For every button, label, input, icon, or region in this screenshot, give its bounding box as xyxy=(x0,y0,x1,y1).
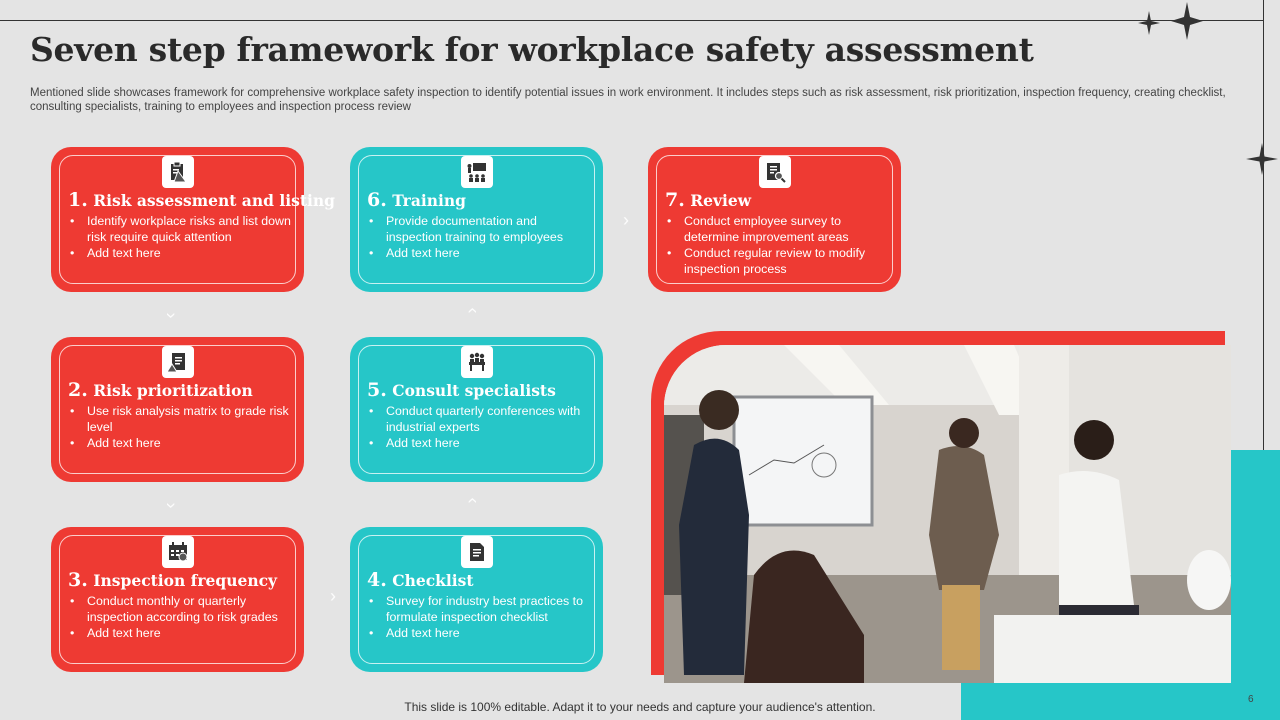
step-card-6 xyxy=(350,147,603,292)
calendar-icon xyxy=(162,536,194,568)
step-bullets xyxy=(69,403,294,451)
step-card-5 xyxy=(350,337,603,482)
page-subtitle: Mentioned slide showcases framework for comprehensive workplace safety inspection to identify potential issues in work environment. It includes steps such as risk assessment, risk prioritization, inspection frequency, creating checklist, consulting specialists, training to employees and inspection process review xyxy=(30,87,1226,113)
step-card-4 xyxy=(350,527,603,672)
bullet-item: • Add text here xyxy=(69,435,294,451)
sparkle-stars-icon xyxy=(1135,2,1207,42)
chevron-up-icon: › xyxy=(461,307,482,314)
step-heading: 5. Consult specialists xyxy=(367,379,556,401)
clipboard-warning-icon xyxy=(162,156,194,188)
step-heading: 3. Inspection frequency xyxy=(68,569,278,591)
step-heading: 6. Training xyxy=(367,189,467,211)
training-presentation-icon xyxy=(461,156,493,188)
chevron-right-icon: › xyxy=(623,210,629,230)
bullet-item: • Add text here xyxy=(368,435,593,451)
meeting-photo xyxy=(664,345,1231,683)
bullet-item: • Survey for industry best practices to formulate inspection checklist xyxy=(368,593,593,625)
chevron-down-icon: › xyxy=(161,312,182,319)
checklist-icon xyxy=(461,536,493,568)
step-bullets xyxy=(368,403,593,451)
bullet-item: • Use risk analysis matrix to grade risk level xyxy=(69,403,294,435)
top-rule xyxy=(0,20,1264,21)
sparkle-star-icon xyxy=(1246,143,1280,177)
bullet-item: • Add text here xyxy=(69,625,294,641)
step-bullets xyxy=(368,213,593,261)
page-title: Seven step framework for workplace safety assessment xyxy=(30,30,1034,69)
bullet-item: • Conduct employee survey to determine improvement areas xyxy=(666,213,891,245)
bullet-item: • Conduct monthly or quarterly inspection according to risk grades xyxy=(69,593,294,625)
bullet-item: • Identify workplace risks and list down risk require quick attention xyxy=(69,213,294,245)
bullet-item: • Add text here xyxy=(368,245,593,261)
step-heading: 2. Risk prioritization xyxy=(68,379,253,401)
chevron-down-icon: › xyxy=(161,502,182,509)
risk-document-icon xyxy=(162,346,194,378)
step-card-2 xyxy=(51,337,304,482)
step-bullets xyxy=(368,593,593,641)
bullet-item: • Provide documentation and inspection training to employees xyxy=(368,213,593,245)
step-heading: 7. Review xyxy=(665,189,752,211)
review-document-icon xyxy=(759,156,791,188)
step-card-3 xyxy=(51,527,304,672)
chevron-up-icon: › xyxy=(461,497,482,504)
chevron-right-icon: › xyxy=(330,586,336,606)
step-heading: 1. Risk assessment and listing xyxy=(68,189,335,211)
step-bullets xyxy=(666,213,891,277)
meeting-icon xyxy=(461,346,493,378)
bullet-item: • Add text here xyxy=(69,245,294,261)
step-bullets xyxy=(69,213,294,261)
step-heading: 4. Checklist xyxy=(367,569,474,591)
bullet-item: • Conduct quarterly conferences with industrial experts xyxy=(368,403,593,435)
step-card-7 xyxy=(648,147,901,292)
bullet-item: • Conduct regular review to modify inspection process xyxy=(666,245,891,277)
step-bullets xyxy=(69,593,294,641)
page-number: 6 xyxy=(1248,694,1254,705)
bullet-item: • Add text here xyxy=(368,625,593,641)
step-card-1 xyxy=(51,147,335,292)
footer-note: This slide is 100% editable. Adapt it to your needs and capture your audience's attention. xyxy=(404,700,876,714)
